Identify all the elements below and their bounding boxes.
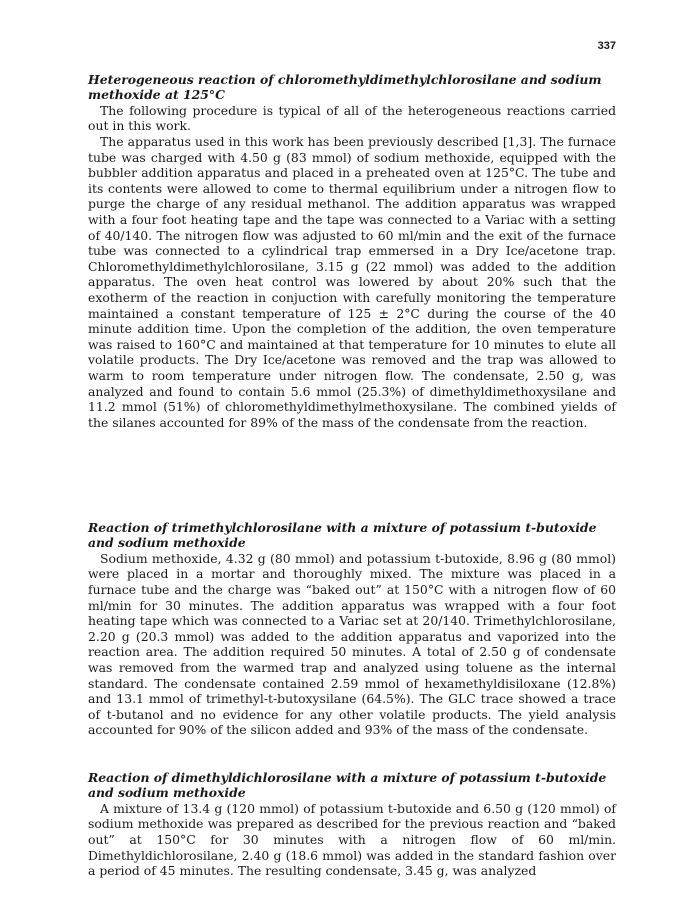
section-heading: Reaction of trimethylchlorosilane with a mixture of potassium t-butoxide and sodium methoxide: [88, 520, 597, 551]
paragraph: The apparatus used in this work has been previously described [1,3]. The furnace tube was charged with 4.50 g (83 mmol) of sodium methoxide, equipped with the bubbler addition apparatus and placed in a preheated oven at 125°C. The tube and its contents were allowed to come to thermal equilibrium under a nitrogen flow to purge the charge of any residual methanol. The addition apparatus was wrapped with a four foot heating tape and the tape was connected to a Variac with a setting of 40/140. The nitrogen flow was adjusted to 60 ml/min and the exit of the furnace tube was connected to a cylindrical trap emmersed in a Dry Ice/acetone trap. Chloromethyldimethylchlorosilane, 3.15 g (22 mmol) was added to the addition apparatus. The oven heat control was lowered by about 20% such that the exotherm of the reaction in conjuction with carefully monitoring the temperature maintained a constant temperature of 125 ± 2°C during the course of the 40 minute addition time. Upon the completion of the addition, the oven temperature was raised to 160°C and maintained at that temperature for 10 minutes to elute all volatile products. The Dry Ice/acetone was removed and the trap was allowed to warm to room temperature under nitrogen flow. The condensate, 2.50 g, was analyzed and found to contain 5.6 mmol (25.3%) of dimethyldimethoxysilane and 11.2 mmol (51%) of chloromethyldimethylmethoxysilane. The combined yields of the silanes accounted for 89% of the mass of the condensate from the reaction.: [88, 134, 616, 430]
section-heading: Heterogeneous reaction of chloromethyldimethylchlorosilane and sodium methoxide at 125°C: [88, 72, 602, 103]
paragraph: A mixture of 13.4 g (120 mmol) of potassium t-butoxide and 6.50 g (120 mmol) of sodium methoxide was prepared as described for the previous reaction and “baked out” at 150°C for 30 minutes with a nitrogen flow of 60 ml/min. Dimethyldichlorosilane, 2.40 g (18.6 mmol) was added in the standard fashion over a period of 45 minutes. The resulting condensate, 3.45 g, was analyzed: [88, 800, 616, 879]
section-dimethyldichlorosilane-reaction: [88, 770, 616, 879]
section-heading: Reaction of dimethyldichlorosilane with a mixture of potassium t-butoxide and sodium methoxide: [88, 770, 607, 801]
paragraph: Sodium methoxide, 4.32 g (80 mmol) and potassium t-butoxide, 8.96 g (80 mmol) were placed in a mortar and thoroughly mixed. The mixture was placed in a furnace tube and the charge was “baked out” at 150°C with a nitrogen flow of 60 ml/min for 30 minutes. The addition apparatus was wrapped with a four foot heating tape which was connected to a Variac set at 20/140. Trimethylchlorosilane, 2.20 g (20.3 mmol) was added to the addition apparatus and vaporized into the reaction area. The addition required 50 minutes. A total of 2.50 g of condensate was removed from the warmed trap and analyzed using toluene as the internal standard. The condensate contained 2.59 mmol of hexamethyldisiloxane (12.8%) and 13.1 mmol of trimethyl-t-butoxysilane (64.5%). The GLC trace showed a trace of t-butanol and no evidence for any other volatile products. The yield analysis accounted for 90% of the silicon added and 93% of the mass of the condensate.: [88, 550, 616, 738]
paragraph: The following procedure is typical of all of the heterogeneous reactions carried out in this work.: [88, 102, 616, 134]
page-number: 337: [597, 40, 616, 52]
section-heterogeneous-reaction: [88, 72, 616, 430]
section-trimethylchlorosilane-reaction: [88, 520, 616, 738]
